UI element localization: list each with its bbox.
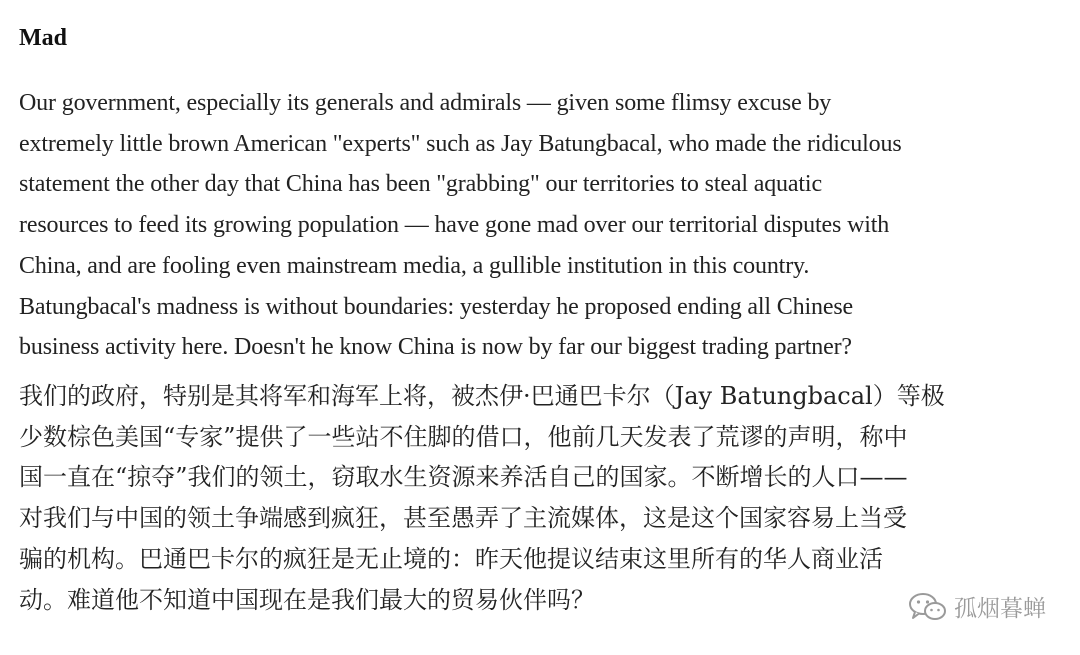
wechat-icon (908, 592, 948, 622)
watermark (908, 590, 1046, 623)
chinese-line: 国一直在“掠夺”我们的领土，窃取水生资源来养活自己的国家。不断增长的人口—— (19, 463, 908, 492)
chinese-line: 骗的机构。巴通巴卡尔的疯狂是无止境的：昨天他提议结束这里所有的华人商业活 (19, 544, 883, 573)
chinese-paragraph (19, 376, 979, 620)
english-line: resources to feed its growing population — have gone mad over our territorial disputes with (19, 212, 890, 239)
english-line: Batungbacal's madness is without boundaries: yesterday he proposed ending all Chinese (19, 293, 854, 320)
english-line: Our government, especially its generals and admirals — given some flimsy excuse by (19, 90, 832, 116)
english-line: extremely little brown American "experts" such as Jay Batungbacal, who made the ridiculous (19, 130, 902, 157)
chinese-line: 我们的政府，特别是其将军和海军上将，被杰伊·巴通巴卡尔（Jay Batungbacal）等极 (19, 382, 945, 410)
article-heading: Mad (19, 25, 67, 51)
chinese-line: 对我们与中国的领土争端感到疯狂，甚至愚弄了主流媒体，这是这个国家容易上当受 (19, 504, 907, 533)
watermark-text: 孤烟暮蝉 (954, 596, 1046, 622)
chinese-line: 动。难道他不知道中国现在是我们最大的贸易伙伴吗？ (19, 585, 595, 614)
chinese-line: 少数棕色美国“专家”提供了一些站不住脚的借口，他前几天发表了荒谬的声明，称中 (19, 422, 908, 451)
english-paragraph (19, 83, 1009, 368)
english-line: statement the other day that China has been "grabbing" our territories to steal aquatic (19, 171, 822, 198)
english-line: business activity here. Doesn't he know China is now by far our biggest trading partner? (19, 334, 852, 361)
english-line: China, and are fooling even mainstream media, a gullible institution in this country. (19, 252, 810, 279)
